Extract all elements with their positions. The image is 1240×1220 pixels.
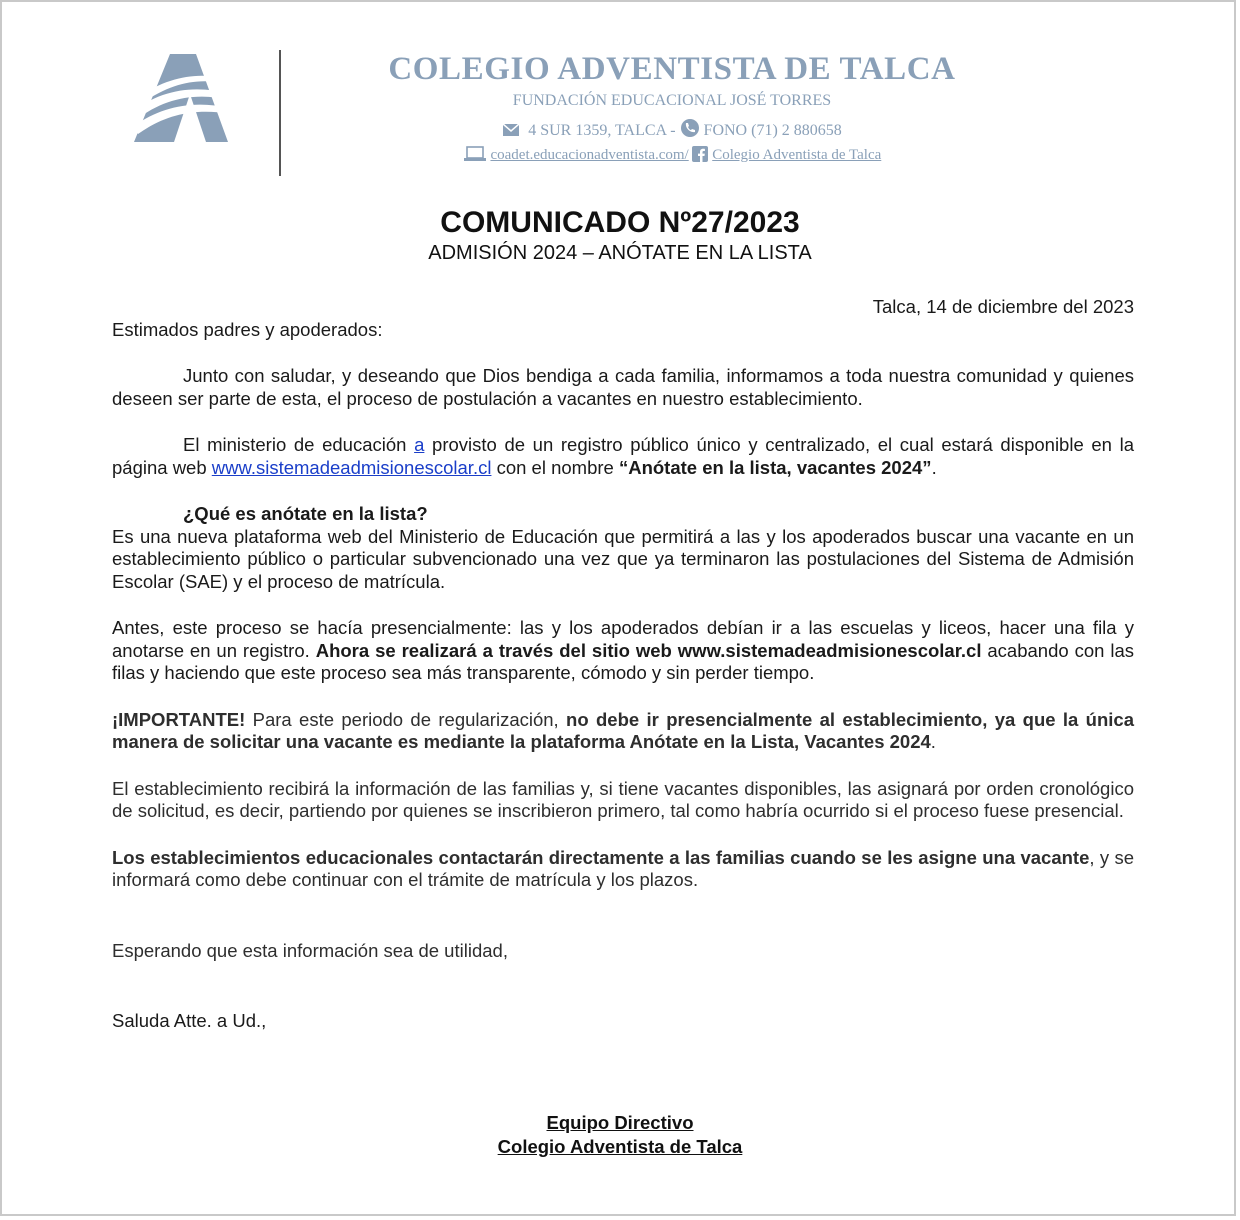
salutation: Saluda Atte. a Ud., [112, 1010, 267, 1031]
facebook-link[interactable]: Colegio Adventista de Talca [712, 147, 882, 163]
letterhead [302, 48, 1042, 166]
school-name: COLEGIO ADVENTISTA DE TALCA [388, 51, 956, 87]
paragraph-assignment: El establecimiento recibirá la información de las familias y, si tiene vacantes disponibles, las asignará por orden cronológico de solicitud, es decir, partiendo por quienes se inscribieron primero, tal como habría ocurrido si el proceso fuese presencial. [112, 777, 1134, 821]
phone-icon [680, 118, 700, 138]
mail-icon [502, 122, 520, 138]
website-link[interactable]: coadet.educacionadventista.com/ [490, 147, 689, 163]
signature-school: Colegio Adventista de Talca [497, 1136, 743, 1157]
question-text: ¿Qué es anótate en la lista? [183, 503, 428, 524]
foundation-name: FUNDACIÓN EDUCACIONAL JOSÉ TORRES [512, 92, 832, 109]
question-heading [112, 503, 1134, 526]
paragraph-important [112, 709, 1134, 754]
school-logo [130, 50, 234, 146]
laptop-icon [463, 146, 487, 162]
paragraph-registry-text-d: . [931, 456, 937, 478]
important-label: ¡IMPORTANTE! [112, 708, 246, 730]
sae-website-link[interactable]: www.sistemadeadmisionescolar.cl [211, 456, 492, 478]
paragraph-registry [112, 434, 1134, 479]
header-divider [279, 50, 281, 176]
paragraph-important-bold: no debe ir presencialmente al establecimiento, ya que la única manera de solicitar una vacante es mediante la plataforma Anótate en la Lista, Vacantes 2024 [112, 708, 1134, 752]
paragraph-before-text-b: acabando con las filas y haciendo que este proceso sea más transparente, cómodo y sin perder tiempo. [112, 639, 1135, 683]
paragraph-intro: Junto con saludar, y deseando que Dios bendiga a cada familia, informamos a toda nuestra comunidad y quienes deseen ser parte de esta, el proceso de postulación a vacantes en nuestro establecimiento. [112, 365, 1134, 409]
paragraph-registry-text-c: con el nombre [491, 456, 619, 478]
paragraph-before-bold: Ahora se realizará a través del sitio web www.sistemadeadmisionescolar.cl [315, 639, 982, 661]
paragraph-important-text-a: Para este periodo de regularización, [245, 708, 567, 730]
address: 4 SUR 1359, TALCA - [528, 122, 676, 139]
contact-line [302, 118, 1042, 142]
document-subtitle: ADMISIÓN 2024 – ANÓTATE EN LA LISTA [428, 242, 812, 264]
signature-team: Equipo Directivo [546, 1112, 694, 1133]
paragraph-contact [112, 847, 1134, 892]
greeting: Estimados padres y apoderados: [112, 318, 383, 340]
web-line [302, 144, 1042, 166]
paragraph-contact-text: , y se informará como debe continuar con el trámite de matrícula y los plazos. [112, 846, 1134, 890]
link-a[interactable]: a [414, 434, 425, 455]
paragraph-registry-text-b: provisto de un registro público único y centralizado, el cual estará disponible en la página web [112, 434, 1134, 478]
facebook-icon [692, 146, 708, 162]
letter-body [112, 296, 1134, 1033]
date: Talca, 14 de diciembre del 2023 [872, 296, 1134, 317]
paragraph-definition: Es una nueva plataforma web del Ministerio de Educación que permitirá a las y los apoderados buscar una vacante en un establecimiento público o particular subvencionado una vez que ya terminaron las postulaciones del Sistema de Admisión Escolar (SAE) y el proceso de matrícula. [112, 525, 1134, 592]
paragraph-important-text-b: . [930, 731, 936, 752]
closing-line: Esperando que esta información sea de utilidad, [112, 939, 508, 961]
paragraph-before-text-a: Antes, este proceso se hacía presencialmente: las y los apoderados debían ir a las escuelas y liceos, hacer una fila y anotarse en un registro. [112, 617, 1134, 661]
phone: FONO (71) 2 880658 [703, 122, 842, 139]
platform-name: “Anótate en la lista, vacantes 2024” [618, 456, 932, 478]
paragraph-contact-bold: Los establecimientos educacionales contactarán directamente a las familias cuando se les asigne una vacante [112, 846, 1090, 868]
signature-block [2, 1111, 1238, 1159]
paragraph-before [112, 617, 1134, 685]
paragraph-registry-text-a: El ministerio de educación [183, 434, 415, 455]
document-title: COMUNICADO Nº27/2023 [440, 206, 800, 239]
